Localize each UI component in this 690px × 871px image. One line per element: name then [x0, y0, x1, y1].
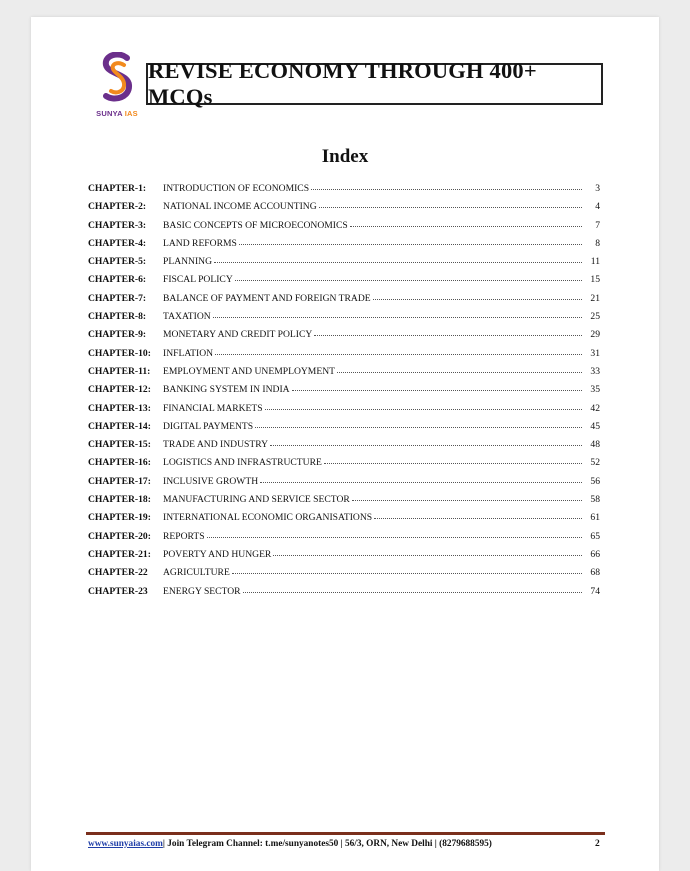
toc-page-number: 35	[590, 384, 600, 396]
toc-dot-leader	[311, 188, 582, 190]
toc-dot-leader	[213, 316, 582, 318]
toc-dot-leader	[255, 426, 582, 428]
toc-dot-leader	[207, 536, 582, 538]
toc-dot-leader	[265, 408, 582, 410]
toc-chapter-title: NATIONAL INCOME ACCOUNTING	[163, 201, 317, 213]
toc-page-number: 45	[590, 420, 600, 432]
document-title: REVISE ECONOMY THROUGH 400+ MCQs	[146, 63, 603, 105]
toc-dot-leader	[319, 206, 582, 208]
toc-chapter-number: CHAPTER-14:	[88, 420, 151, 432]
toc-page-number: 52	[590, 457, 600, 469]
toc-chapter-title: INCLUSIVE GROWTH	[163, 475, 259, 487]
page-number: 2	[595, 839, 600, 849]
toc-dot-leader	[273, 554, 582, 556]
toc-entry[interactable]	[88, 491, 600, 509]
toc-dot-leader	[232, 572, 582, 574]
toc-page-number: 4	[595, 201, 600, 213]
toc-entry[interactable]	[88, 271, 600, 289]
toc-page-number: 21	[590, 292, 600, 304]
toc-entry[interactable]	[88, 198, 600, 216]
toc-chapter-title: ENERGY SECTOR	[163, 585, 241, 597]
toc-dot-leader	[373, 298, 582, 300]
toc-page-number: 48	[590, 439, 600, 451]
footer	[88, 839, 608, 849]
toc-page-number: 7	[595, 219, 600, 231]
toc-dot-leader	[270, 444, 582, 446]
toc-page-number: 25	[590, 311, 600, 323]
toc-chapter-title: EMPLOYMENT AND UNEMPLOYMENT	[163, 365, 335, 377]
toc-chapter-title: POVERTY AND HUNGER	[163, 548, 272, 560]
toc-dot-leader	[374, 517, 582, 519]
toc-page-number: 74	[590, 585, 600, 597]
toc-entry[interactable]	[88, 180, 600, 198]
toc-page-number: 29	[590, 329, 600, 341]
logo-word-sunya: SUNYA	[96, 109, 123, 118]
toc-entry[interactable]	[88, 454, 600, 472]
toc-chapter-number: CHAPTER-16:	[88, 457, 151, 469]
toc-chapter-number: CHAPTER-18:	[88, 494, 151, 506]
toc-chapter-title: AGRICULTURE	[163, 567, 230, 579]
toc-dot-leader	[292, 389, 582, 391]
toc-chapter-number: CHAPTER-5:	[88, 256, 147, 268]
toc-chapter-number: CHAPTER-12:	[88, 384, 151, 396]
toc-dot-leader	[235, 279, 582, 281]
toc-chapter-number: CHAPTER-21:	[88, 548, 151, 560]
toc-entry[interactable]	[88, 253, 600, 271]
toc-entry[interactable]	[88, 217, 600, 235]
toc-entry[interactable]	[88, 326, 600, 344]
toc-entry[interactable]	[88, 583, 600, 601]
toc-chapter-number: CHAPTER-2:	[88, 201, 147, 213]
toc-entry[interactable]	[88, 418, 600, 436]
toc-chapter-number: CHAPTER-6:	[88, 274, 147, 286]
toc-entry[interactable]	[88, 308, 600, 326]
toc-chapter-title: BASIC CONCEPTS OF MICROECONOMICS	[163, 219, 348, 231]
toc-page-number: 58	[590, 494, 600, 506]
index-heading: Index	[321, 146, 369, 167]
toc-entry[interactable]	[88, 345, 600, 363]
toc-chapter-title: TRADE AND INDUSTRY	[163, 439, 269, 451]
toc-chapter-title: LOGISTICS AND INFRASTRUCTURE	[163, 457, 322, 469]
toc-chapter-number: CHAPTER-20:	[88, 530, 151, 542]
toc-page-number: 65	[590, 530, 600, 542]
toc-chapter-number: CHAPTER-19:	[88, 512, 151, 524]
toc-page-number: 8	[595, 237, 600, 249]
toc-chapter-title: INTERNATIONAL ECONOMIC ORGANISATIONS	[163, 512, 373, 524]
toc-chapter-title: PLANNING	[163, 256, 213, 268]
toc-page-number: 42	[590, 402, 600, 414]
website-link[interactable]: www.sunyaias.com	[88, 839, 163, 849]
toc-dot-leader	[214, 261, 582, 263]
toc-chapter-title: MONETARY AND CREDIT POLICY	[163, 329, 313, 341]
toc-dot-leader	[314, 334, 582, 336]
toc-page-number: 68	[590, 567, 600, 579]
toc-entry[interactable]	[88, 528, 600, 546]
toc-chapter-number: CHAPTER-17:	[88, 475, 151, 487]
toc-entry[interactable]	[88, 436, 600, 454]
toc-chapter-title: TAXATION	[163, 311, 211, 323]
toc-dot-leader	[215, 353, 582, 355]
toc-chapter-title: BALANCE OF PAYMENT AND FOREIGN TRADE	[163, 292, 371, 304]
toc-dot-leader	[243, 591, 582, 593]
toc-dot-leader	[324, 462, 582, 464]
footer-contact-text: | Join Telegram Channel: t.me/sunyanotes50 | 56/3, ORN, New Delhi | (8279688595)	[162, 839, 492, 849]
toc-entry[interactable]	[88, 381, 600, 399]
sunya-ias-logo	[91, 52, 143, 122]
toc-chapter-title: INTRODUCTION OF ECONOMICS	[163, 183, 310, 194]
toc-entry[interactable]	[88, 473, 600, 491]
toc-dot-leader	[239, 243, 582, 245]
toc-dot-leader	[337, 371, 582, 373]
toc-chapter-title: DIGITAL PAYMENTS	[163, 420, 254, 432]
toc-chapter-title: INFLATION	[163, 347, 214, 359]
toc-chapter-number: CHAPTER-7:	[88, 292, 147, 304]
footer-divider	[86, 832, 605, 835]
toc-page-number: 56	[590, 475, 600, 487]
toc-chapter-title: FINANCIAL MARKETS	[163, 402, 263, 414]
toc-entry[interactable]	[88, 363, 600, 381]
toc-dot-leader	[350, 225, 582, 227]
toc-chapter-number: CHAPTER-1:	[88, 183, 147, 194]
toc-page-number: 15	[590, 274, 600, 286]
toc-dot-leader	[352, 499, 582, 501]
toc-chapter-number: CHAPTER-9:	[88, 329, 147, 341]
toc-page-number: 11	[590, 256, 600, 268]
toc-chapter-number: CHAPTER-15:	[88, 439, 151, 451]
toc-page-number: 3	[595, 183, 600, 194]
toc-page-number: 66	[590, 548, 600, 560]
toc-entry[interactable]	[88, 235, 600, 253]
table-of-contents	[88, 180, 600, 601]
toc-page-number: 33	[590, 365, 600, 377]
toc-dot-leader	[260, 481, 582, 483]
toc-page-number: 61	[590, 512, 600, 524]
logo-word-ias: IAS	[122, 109, 138, 118]
logo-wordmark	[91, 109, 143, 118]
toc-chapter-title: LAND REFORMS	[163, 237, 237, 249]
document-page	[31, 17, 659, 871]
toc-entry[interactable]	[88, 509, 600, 527]
toc-chapter-number: CHAPTER-8:	[88, 311, 147, 323]
toc-chapter-number: CHAPTER-23	[88, 585, 148, 597]
toc-chapter-title: BANKING SYSTEM IN INDIA	[163, 384, 290, 396]
toc-chapter-title: FISCAL POLICY	[163, 274, 233, 286]
toc-chapter-number: CHAPTER-13:	[88, 402, 151, 414]
toc-page-number: 31	[590, 347, 600, 359]
toc-entry[interactable]	[88, 564, 600, 582]
sunya-ias-logo-icon	[100, 52, 134, 106]
toc-entry[interactable]	[88, 290, 600, 308]
toc-chapter-number: CHAPTER-4:	[88, 237, 147, 249]
toc-entry[interactable]	[88, 400, 600, 418]
toc-entry[interactable]	[88, 546, 600, 564]
toc-chapter-title: MANUFACTURING AND SERVICE SECTOR	[163, 494, 350, 506]
toc-chapter-number: CHAPTER-3:	[88, 219, 147, 231]
toc-chapter-number: CHAPTER-11:	[88, 365, 151, 377]
toc-chapter-title: REPORTS	[163, 530, 205, 542]
toc-chapter-number: CHAPTER-22	[88, 567, 148, 579]
toc-chapter-number: CHAPTER-10:	[88, 347, 151, 359]
